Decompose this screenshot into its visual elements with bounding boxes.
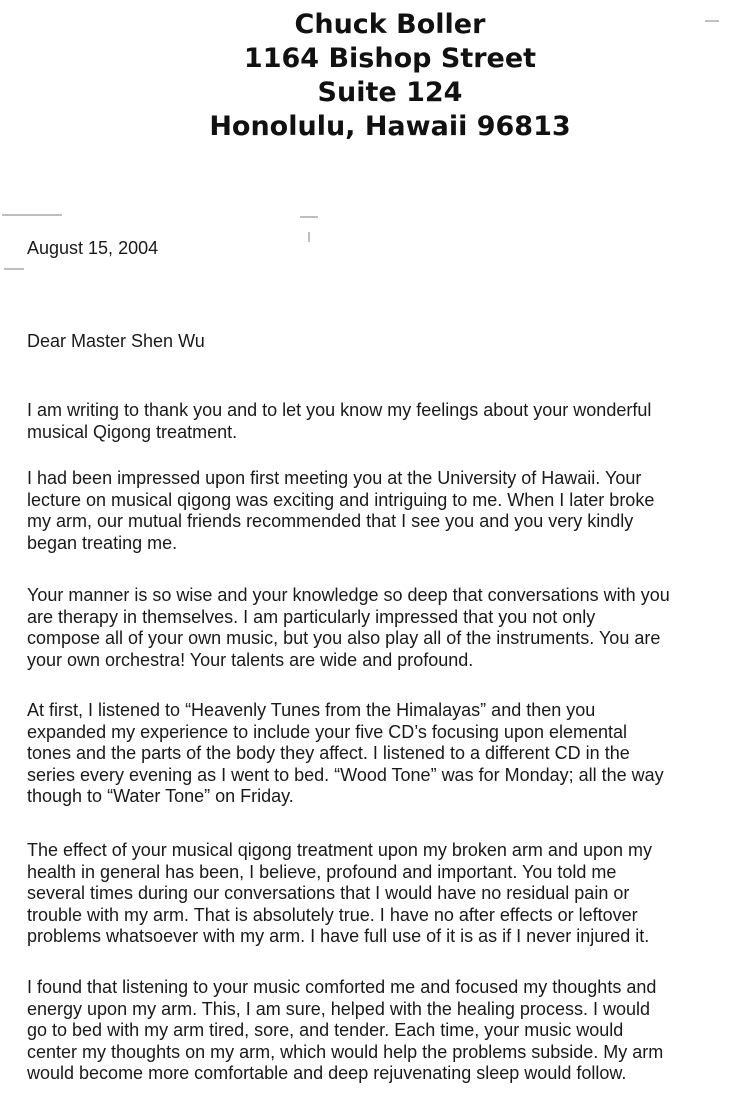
body-paragraph [27,400,752,443]
text-line: your own orchestra! Your talents are wide and profound. [27,649,474,670]
sender-name: Chuck Boller [294,9,486,40]
scan-artifact [300,216,318,218]
text-line: problems whatsoever with my arm. I have full use of it is as if I never injured it. [27,926,650,947]
text-line: would become more comfortable and deep rejuvenating sleep would follow. [27,1063,627,1084]
body-paragraph [27,840,752,948]
text-line: go to bed with my arm tired, sore, and tender. Each time, your music would [27,1020,624,1041]
scan-artifact [4,268,24,270]
text-line: At first, I listened to “Heavenly Tunes from the Himalayas” and then you [27,700,596,720]
body-paragraph [27,468,752,554]
salutation: Dear Master Shen Wu [27,331,205,351]
sender-suite: Suite 124 [317,77,463,108]
text-line: lecture on musical qigong was exciting and intriguing to me. When I later broke [27,489,655,510]
sender-city: Honolulu, Hawaii 96813 [209,111,571,142]
text-line: center my thoughts on my arm, which would help the problems subside. My arm [27,1041,664,1062]
scan-artifact [705,20,719,22]
scan-artifact [308,232,310,242]
text-line: musical Qigong treatment. [27,421,238,442]
body-paragraph [27,977,752,1085]
text-line: I found that listening to your music comforted me and focused my thoughts and [27,977,657,997]
text-line: expanded my experience to include your five CD’s focusing upon elemental [27,721,628,742]
text-line: my arm, our mutual friends recommended that I see you and you very kindly [27,511,634,532]
text-line: health in general has been, I believe, profound and important. You told me [27,861,617,882]
text-line: energy upon my arm. This, I am sure, helped with the healing process. I would [27,998,650,1019]
body-paragraph [27,585,752,671]
text-line: I am writing to thank you and to let you know my feelings about your wonderful [27,400,652,420]
body-paragraph [27,700,752,808]
text-line: trouble with my arm. That is absolutely true. I have no after effects or leftover [27,904,638,925]
text-line: I had been impressed upon first meeting you at the University of Hawaii. Your [27,468,642,488]
text-line: series every evening as I went to bed. “Wood Tone” was for Monday; all the way [27,764,664,785]
sender-street: 1164 Bishop Street [243,43,537,74]
text-line: The effect of your musical qigong treatment upon my broken arm and upon my [27,840,652,860]
letterhead [0,8,752,144]
letter-date: August 15, 2004 [27,238,159,258]
text-line: though to “Water Tone” on Friday. [27,786,294,807]
text-line: are therapy in themselves. I am particularly impressed that you not only [27,606,596,627]
text-line: several times during our conversations that I would have no residual pain or [27,883,630,904]
text-line: began treating me. [27,532,178,553]
text-line: Your manner is so wise and your knowledge so deep that conversations with you [27,585,670,605]
text-line: compose all of your own music, but you also play all of the instruments. You are [27,628,661,649]
scan-artifact [2,214,62,216]
text-line: tones and the parts of the body they affect. I listened to a different CD in the [27,743,630,764]
